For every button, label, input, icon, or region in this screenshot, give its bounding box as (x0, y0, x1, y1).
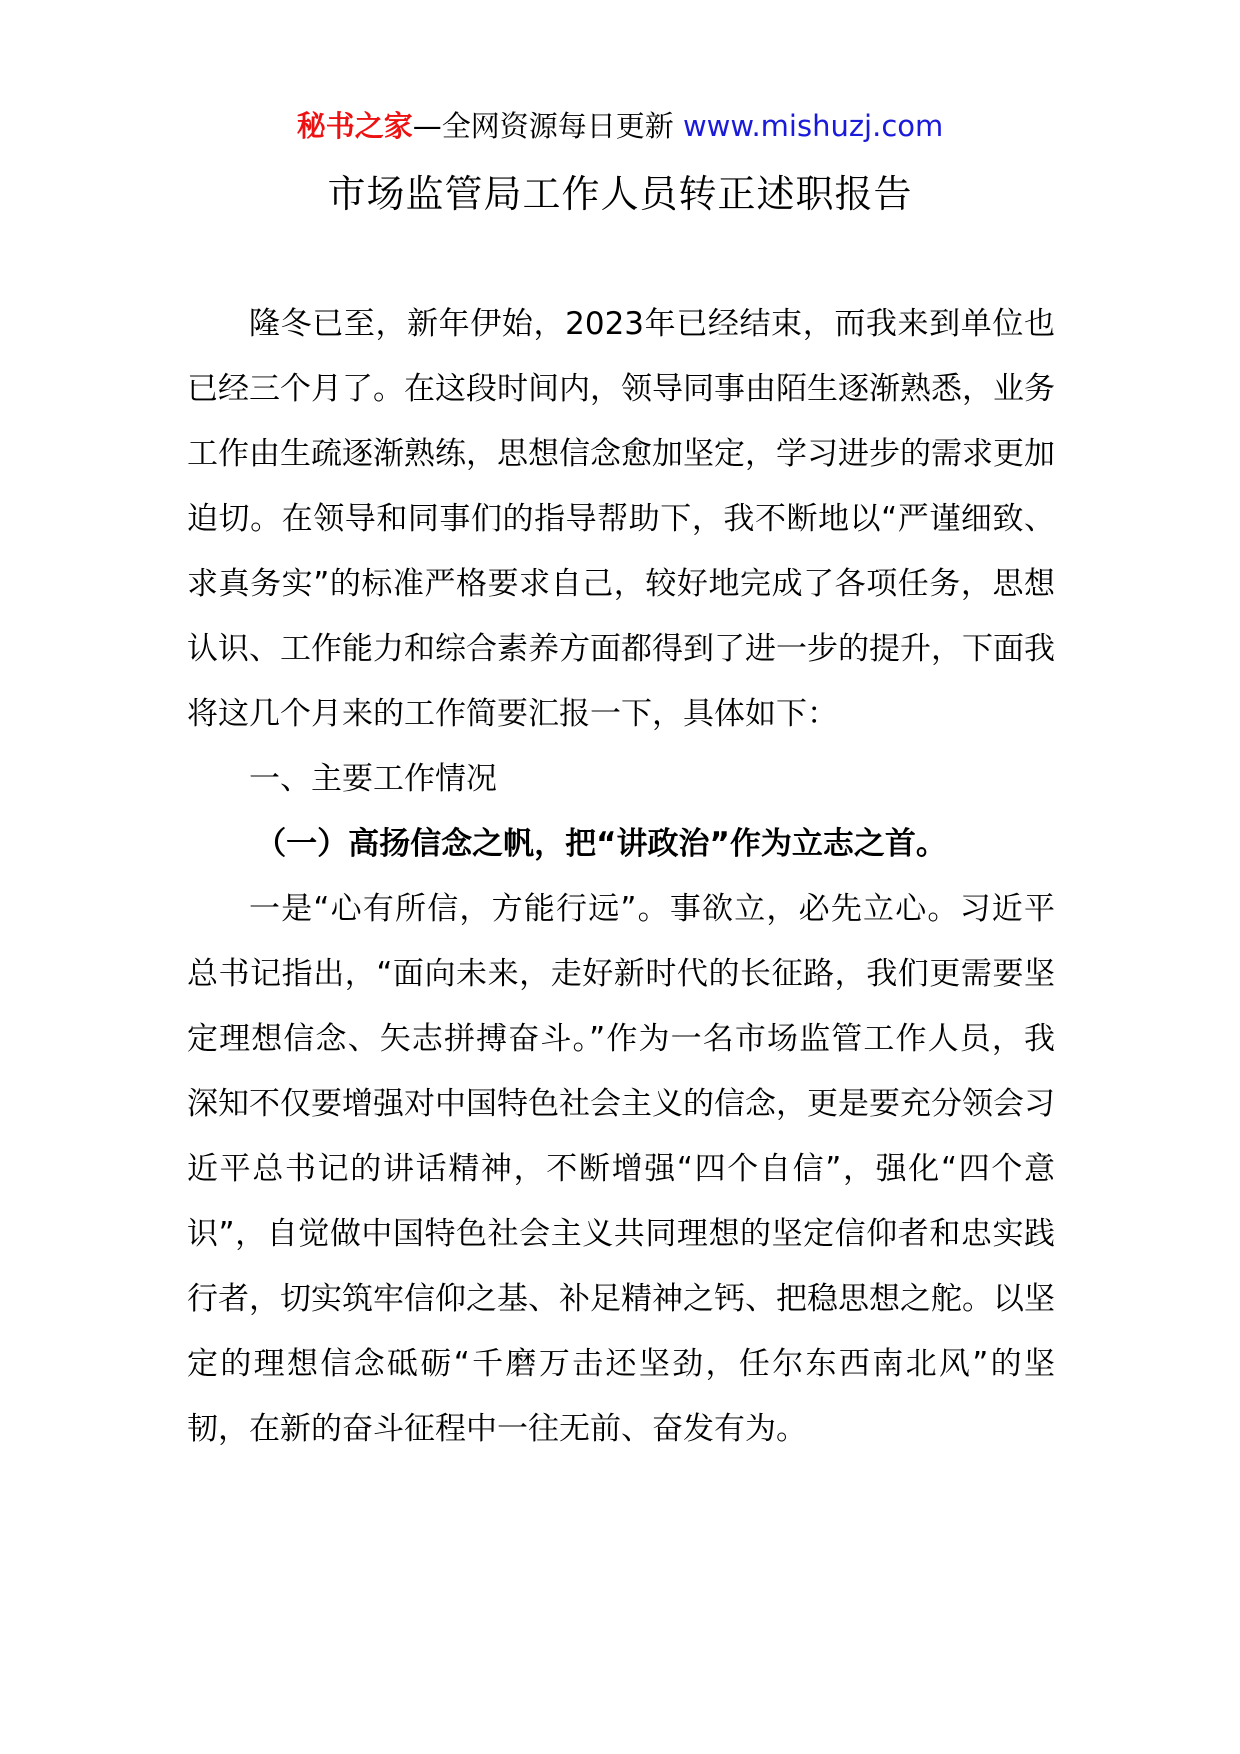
section-heading: 一、主要工作情况 (249, 761, 497, 797)
point-paragraph: 一是“心有所信，方能行远”。事欲立，必先立心。习近平总书记指出，“面向未来，走好新时代的长征路，我们更需要坚定理想信念、矢志拼搏奋斗。”作为一名市场监管工作人员，我深知不仅要增强对中国特色社会主义的信念，更是要充分领会习近平总书记的讲话精神，不断增强“四个自信”，强化“四个意识”，自觉做中国特色社会主义共同理想的坚定信仰者和忠实践行者，切实筑牢信仰之基、补足精神之钙、把稳思想之舵。以坚定的理想信念砥砺“千磨万击还坚劲，任尔东西南北风”的坚韧，在新的奋斗征程中一往无前、奋发有为。 (187, 891, 1055, 1447)
document-title: 市场监管局工作人员转正述职报告 (327, 172, 913, 216)
site-url-link[interactable]: www.mishuzj.com (682, 109, 944, 143)
brand-tagline: —全网资源每日更新 (412, 109, 683, 143)
intro-paragraph: 隆冬已至，新年伊始，2023年已经结束，而我来到单位也已经三个月了。在这段时间内，领导同事由陌生逐渐熟悉，业务工作由生疏逐渐熟练，思想信念愈加坚定，学习进步的需求更加迫切。在领导和同事们的指导帮助下，我不断地以“严谨细致、求真务实”的标准严格要求自己，较好地完成了各项任务，思想认识、工作能力和综合素养方面都得到了进一步的提升，下面我将这几个月来的工作简要汇报一下，具体如下： (187, 306, 1055, 732)
subsection-heading: （一）高扬信念之帆，把“讲政治”作为立志之首。 (255, 826, 947, 862)
site-header (0, 104, 1240, 148)
document-body (187, 292, 1055, 1462)
brand-name: 秘书之家 (296, 109, 413, 143)
